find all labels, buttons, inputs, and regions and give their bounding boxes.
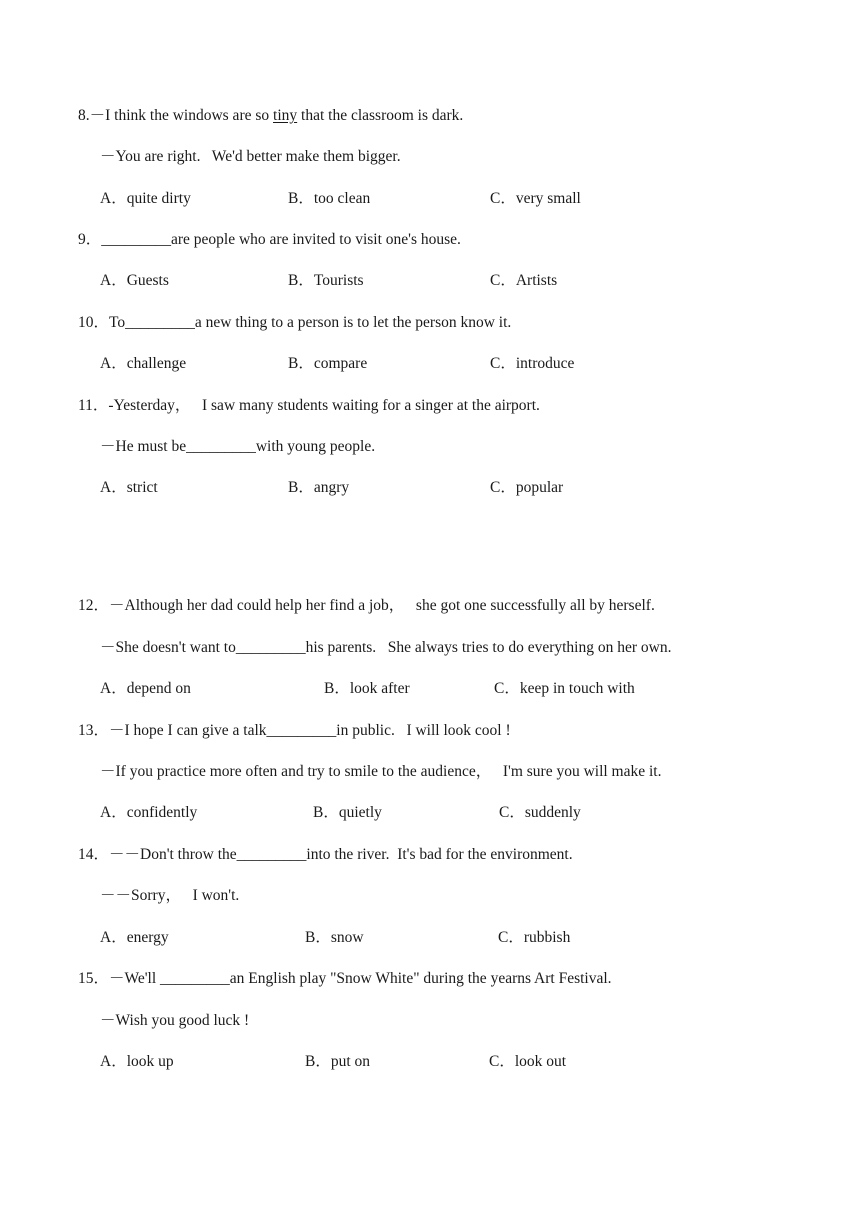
underlined-word: tiny <box>273 107 298 124</box>
question-9-option-a[interactable]: A．Guests <box>100 272 169 289</box>
question-9-option-c[interactable]: C．Artists <box>490 272 558 289</box>
question-15-option-c[interactable]: C．look out <box>489 1053 567 1070</box>
question-8-option-a[interactable]: A．quite dirty <box>100 190 191 207</box>
question-15-reply: －Wish you good luck ! <box>100 1012 250 1029</box>
question-11-option-b[interactable]: B．angry <box>288 479 350 496</box>
question-13-option-a[interactable]: A．confidently <box>100 804 198 821</box>
question-13-option-c[interactable]: C．suddenly <box>499 804 581 821</box>
stem-part: that the classroom is dark. <box>297 107 464 124</box>
question-11-option-a[interactable]: A．strict <box>100 479 158 496</box>
question-13-stem: 13．－I hope I can give a talk_________in public. I will look cool ! <box>78 722 511 739</box>
question-10-option-c[interactable]: C．introduce <box>490 355 575 372</box>
question-11-option-c[interactable]: C．popular <box>490 479 564 496</box>
question-12-option-a[interactable]: A．depend on <box>100 680 191 697</box>
question-14-option-b[interactable]: B．snow <box>305 929 364 946</box>
question-13-option-b[interactable]: B．quietly <box>313 804 382 821</box>
question-14-option-a[interactable]: A．energy <box>100 929 169 946</box>
question-8-reply: －You are right. We'd better make them bigger. <box>100 148 401 165</box>
question-10-option-b[interactable]: B．compare <box>288 355 368 372</box>
question-14-option-c[interactable]: C．rubbish <box>498 929 571 946</box>
question-10-option-a[interactable]: A．challenge <box>100 355 187 372</box>
question-12-option-b[interactable]: B．look after <box>324 680 410 697</box>
question-9-stem: 9．_________are people who are invited to visit one's house. <box>78 231 461 248</box>
stem-part: 8.－I think the windows are so <box>78 107 274 124</box>
question-11-stem: 11．-Yesterday， I saw many students waiting for a singer at the airport. <box>78 397 540 414</box>
question-13-reply: －If you practice more often and try to smile to the audience， I'm sure you will make it. <box>100 763 662 780</box>
question-15-option-b[interactable]: B．put on <box>305 1053 371 1070</box>
question-14-reply: －－Sorry， I won't. <box>100 887 240 904</box>
question-11-reply: －He must be_________with young people. <box>100 438 376 455</box>
question-9-option-b[interactable]: B．Tourists <box>288 272 364 289</box>
question-12-reply: －She doesn't want to_________his parents. She always tries to do everything on her own. <box>100 639 672 656</box>
question-8-option-b[interactable]: B．too clean <box>288 190 371 207</box>
question-8-option-c[interactable]: C．very small <box>490 190 581 207</box>
question-15-stem: 15．－We'll _________an English play "Snow White" during the yearns Art Festival. <box>78 970 612 987</box>
question-12-option-c[interactable]: C．keep in touch with <box>494 680 635 697</box>
question-8-stem <box>78 106 463 126</box>
question-12-stem: 12．－Although her dad could help her find a job， she got one successfully all by herself. <box>78 597 655 614</box>
question-10-stem: 10．To_________a new thing to a person is to let the person know it. <box>78 314 512 331</box>
question-15-option-a[interactable]: A．look up <box>100 1053 174 1070</box>
question-14-stem: 14．－－Don't throw the_________into the river. It's bad for the environment. <box>78 846 573 863</box>
